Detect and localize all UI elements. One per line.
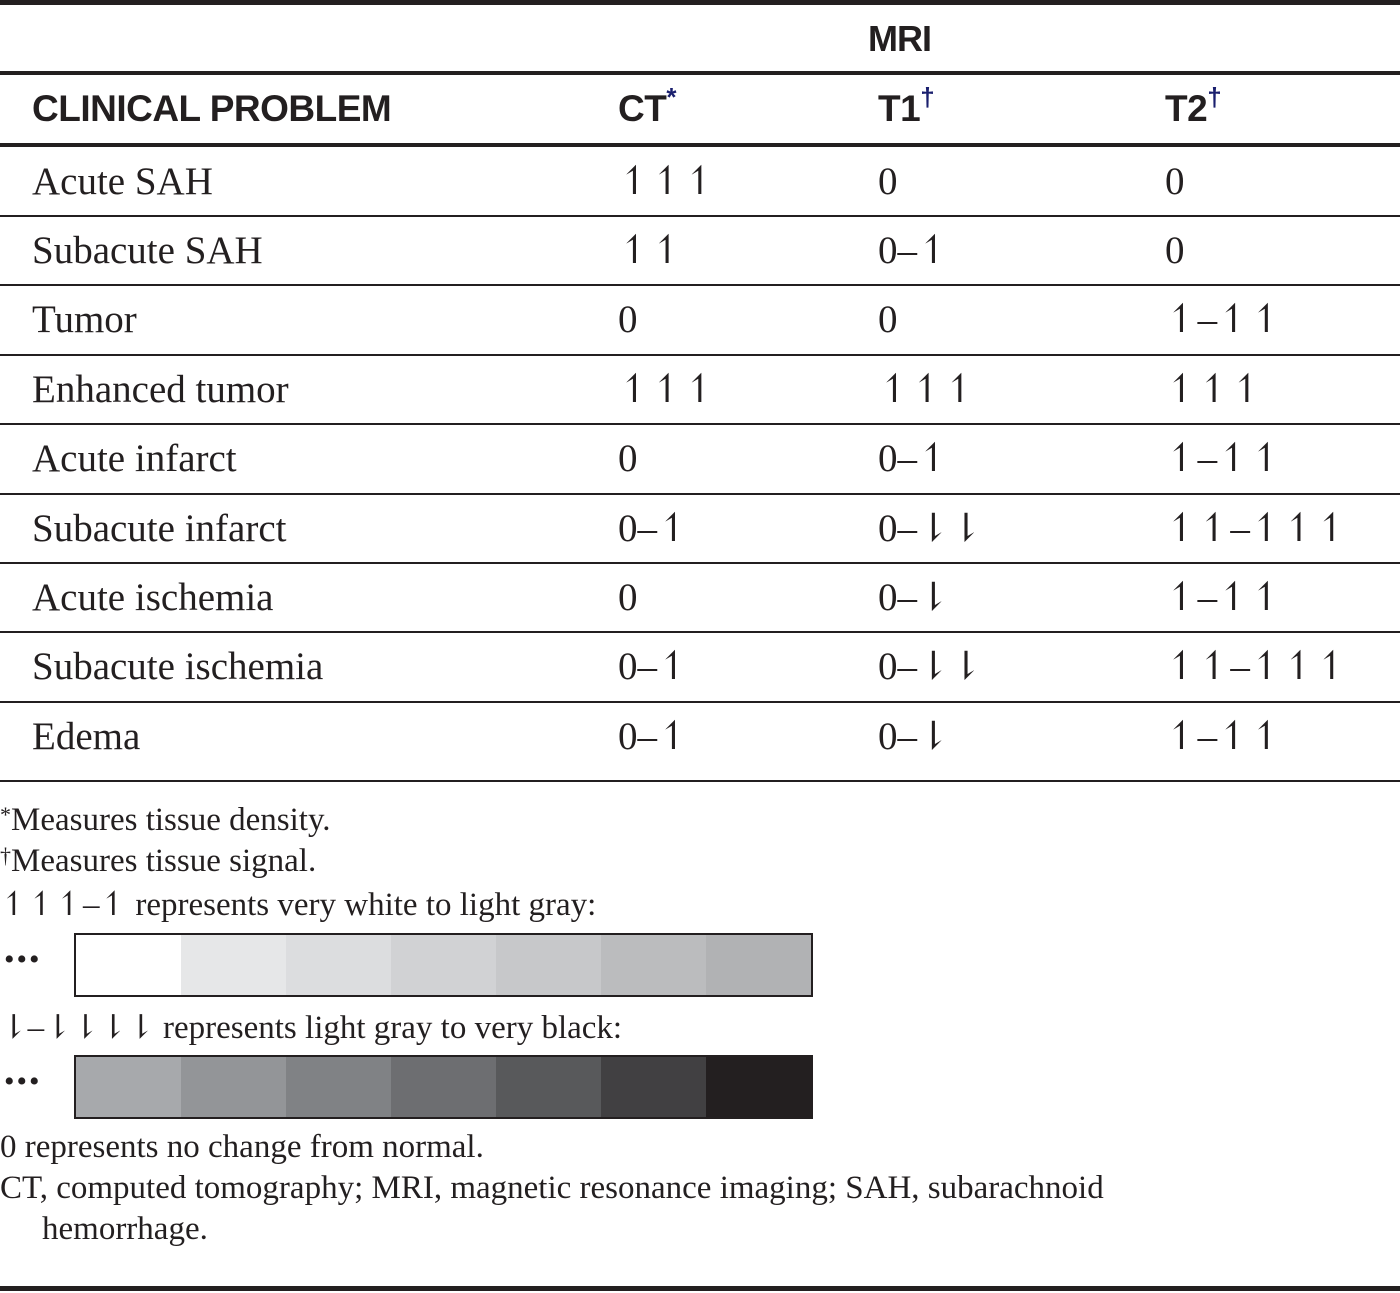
dark-gray-scale xyxy=(74,1055,813,1119)
cell-ct-value: 0 xyxy=(618,576,638,619)
cell-t1-value: 0 xyxy=(878,160,898,203)
cell-t1-value: 0–⇂⇂ xyxy=(878,507,983,550)
cell-t1-value: ↿↿↿ xyxy=(878,368,977,411)
down-arrow-legend: ⇂–⇂⇂⇂⇂ represents light gray to very black: xyxy=(0,1010,623,1046)
cell-t2-value: ↿–↿↿ xyxy=(1165,715,1283,758)
ellipsis-light: ••• xyxy=(4,943,42,976)
header-rule xyxy=(0,143,1400,147)
top-rule xyxy=(0,0,1400,5)
mri-rule xyxy=(0,71,1400,75)
light-swatch-2 xyxy=(181,935,286,995)
row-divider xyxy=(0,284,1400,286)
footnote-abbreviations-cont: hemorrhage. xyxy=(42,1211,208,1247)
cell-t2-value: ↿↿↿ xyxy=(1165,368,1264,411)
cell-t1-value: 0–⇂⇂ xyxy=(878,645,983,688)
dark-swatch-3 xyxy=(286,1057,391,1117)
header-t2-label: T2 xyxy=(1165,88,1208,129)
cell-ct-value: 0–↿ xyxy=(618,507,690,550)
cell-t2-value: ↿–↿↿ xyxy=(1165,437,1283,480)
header-t1 xyxy=(878,82,935,130)
cell-ct-value: ↿↿↿ xyxy=(618,160,717,203)
cell-ct-value: 0 xyxy=(618,298,638,341)
dark-swatch-7 xyxy=(706,1057,811,1117)
light-gray-scale xyxy=(74,933,813,997)
dark-swatch-6 xyxy=(601,1057,706,1117)
cell-t2-value: ↿↿–↿↿↿ xyxy=(1165,645,1348,688)
cell-clinical-problem: Subacute infarct xyxy=(32,507,287,550)
header-ct-mark: * xyxy=(666,82,676,112)
bottom-rule xyxy=(0,1286,1400,1291)
footnote-dagger xyxy=(0,843,316,880)
cell-t2-value: ↿–↿↿ xyxy=(1165,298,1283,341)
footnote-dagger-mark: † xyxy=(0,843,11,868)
row-divider xyxy=(0,780,1400,782)
cell-clinical-problem: Edema xyxy=(32,715,141,758)
row-divider xyxy=(0,215,1400,217)
row-divider xyxy=(0,354,1400,356)
cell-t2-value: ↿↿–↿↿↿ xyxy=(1165,507,1348,550)
header-t2 xyxy=(1165,82,1222,130)
header-clinical-problem xyxy=(32,88,391,130)
header-ct xyxy=(618,82,676,130)
light-swatch-4 xyxy=(391,935,496,995)
mri-group-header: MRI xyxy=(868,18,931,59)
cell-t1-value: 0–↿ xyxy=(878,229,950,272)
row-divider xyxy=(0,701,1400,703)
row-divider xyxy=(0,423,1400,425)
header-ct-label: CT xyxy=(618,88,667,129)
cell-t2-value: 0 xyxy=(1165,229,1185,272)
dark-swatch-2 xyxy=(181,1057,286,1117)
row-divider xyxy=(0,562,1400,564)
cell-clinical-problem: Acute ischemia xyxy=(32,576,274,619)
cell-t2-value: ↿–↿↿ xyxy=(1165,576,1283,619)
footnote-dagger-text: Measures tissue signal. xyxy=(11,843,317,879)
cell-ct-value: ↿↿↿ xyxy=(618,368,717,411)
header-t2-mark: † xyxy=(1207,82,1222,112)
cell-ct-value: 0–↿ xyxy=(618,645,690,688)
header-t1-label: T1 xyxy=(878,88,921,129)
header-t1-mark: † xyxy=(920,82,935,112)
light-swatch-1 xyxy=(76,935,181,995)
footnote-zero: 0 represents no change from normal. xyxy=(0,1129,484,1165)
cell-ct-value: 0–↿ xyxy=(618,715,690,758)
cell-t1-value: 0–↿ xyxy=(878,437,950,480)
footnote-abbreviations: CT, computed tomography; MRI, magnetic resonance imaging; SAH, subarachnoid xyxy=(0,1170,1104,1206)
cell-clinical-problem: Acute infarct xyxy=(32,437,237,480)
cell-t2-value: 0 xyxy=(1165,160,1185,203)
cell-t1-value: 0–⇂ xyxy=(878,715,950,758)
footnote-star-text: Measures tissue density. xyxy=(11,802,331,838)
cell-ct-value: 0 xyxy=(618,437,638,480)
footnote-star xyxy=(0,802,331,839)
light-swatch-6 xyxy=(601,935,706,995)
cell-ct-value: ↿↿ xyxy=(618,229,684,272)
light-swatch-7 xyxy=(706,935,811,995)
cell-t1-value: 0–⇂ xyxy=(878,576,950,619)
cell-clinical-problem: Acute SAH xyxy=(32,160,213,203)
light-swatch-3 xyxy=(286,935,391,995)
light-swatch-5 xyxy=(496,935,601,995)
header-clinical-problem-label: CLINICAL PROBLEM xyxy=(32,88,392,129)
dark-swatch-5 xyxy=(496,1057,601,1117)
cell-clinical-problem: Subacute ischemia xyxy=(32,645,324,688)
row-divider xyxy=(0,631,1400,633)
cell-clinical-problem: Tumor xyxy=(32,298,137,341)
dark-swatch-1 xyxy=(76,1057,181,1117)
dark-swatch-4 xyxy=(391,1057,496,1117)
footnote-star-mark: * xyxy=(0,802,11,827)
cell-clinical-problem: Subacute SAH xyxy=(32,229,263,272)
row-divider xyxy=(0,493,1400,495)
cell-t1-value: 0 xyxy=(878,298,898,341)
ellipsis-dark: ••• xyxy=(4,1065,42,1098)
cell-clinical-problem: Enhanced tumor xyxy=(32,368,289,411)
up-arrow-legend: ↿↿↿–↿ represents very white to light gray: xyxy=(0,887,597,923)
